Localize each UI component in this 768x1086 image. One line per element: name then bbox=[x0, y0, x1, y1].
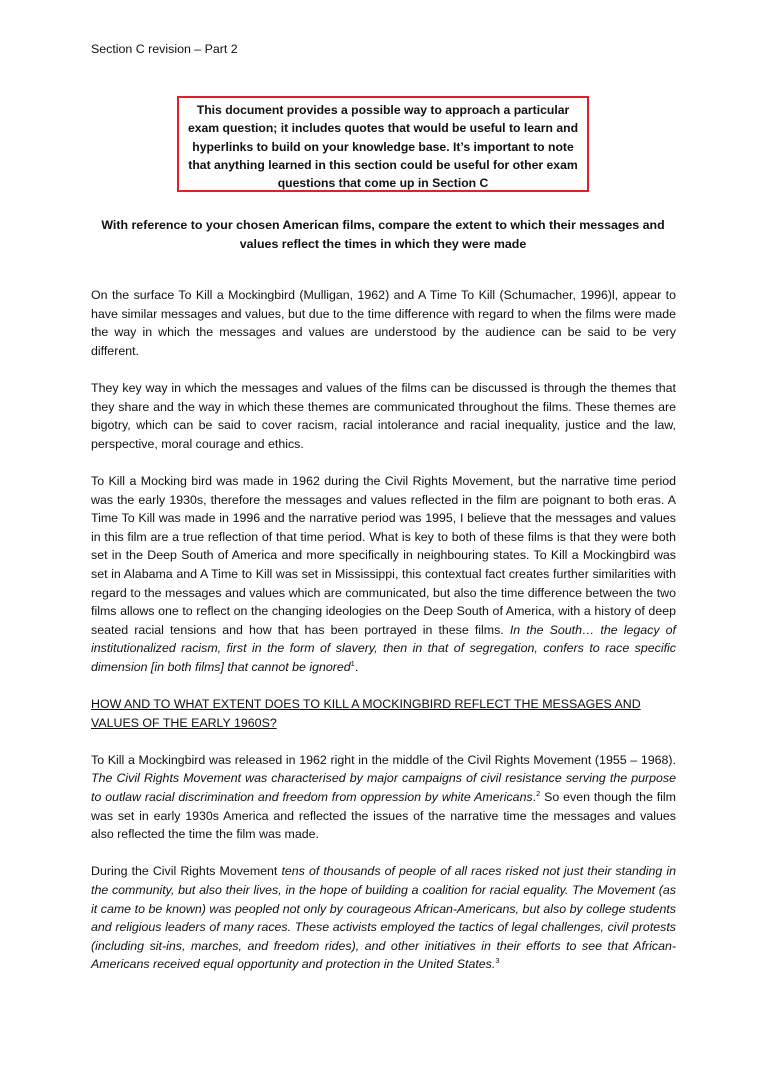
paragraph-text: During the Civil Rights Movement bbox=[91, 864, 278, 879]
quote-text: In the South… the legacy of institutionalized racism, first in the form of slavery, then in that of segregation, confers to race specific dimension [in both films] that cannot be ignored bbox=[91, 622, 676, 674]
footnote-ref[interactable]: 3 bbox=[495, 956, 500, 966]
footnote-ref[interactable]: 1 bbox=[350, 658, 355, 668]
paragraph-release bbox=[91, 751, 676, 844]
paragraph-text: To Kill a Mocking bird was made in 1962 during the Civil Rights Movement, but the narrative time period was the early 1930s, therefore the messages and values reflected in the film are poignant to both eras. A Time To Kill was made in 1996 and the narrative period was 1995, I believe that the messages and values in this film are a true reflection of that time period. What is key to both of these films is that they were both set in the Deep South of America and more specifically in neighbouring states. To Kill a Mockingbird was set in Alabama and A Time to Kill was set in Mississippi, this contextual fact creates further similarities with regard to the messages and values which are communicated, but also the time difference between the two films allows one to reflect on the changing ideologies on the Deep South of America, with a history of deep seated racial tensions and how that has been portrayed in these films. bbox=[91, 473, 676, 637]
notice-box: This document provides a possible way to approach a particular exam question; it includes quotes that would be useful to learn and hyperlinks to build on your knowledge base. It’s important to note that anything learned in this section could be useful for other exam questions that come up in Section C bbox=[177, 96, 589, 192]
footnote-ref[interactable]: 2 bbox=[536, 788, 541, 798]
paragraph-movement bbox=[91, 862, 676, 974]
document-body bbox=[91, 286, 676, 993]
quote-text: The Civil Rights Movement was characterised by major campaigns of civil resistance serving the purpose to outlaw racial discrimination and freedom from oppression by white Americans bbox=[91, 771, 676, 805]
exam-question: With reference to your chosen American films, compare the extent to which their messages and values reflect the times in which they were made bbox=[101, 218, 665, 251]
paragraph-context bbox=[91, 472, 676, 677]
paragraph-text: So even though the film was set in early 1930s America and reflected the issues of the narrative time the messages and values also reflected the time the film was made. bbox=[91, 790, 676, 842]
section-heading: HOW AND TO WHAT EXTENT DOES TO KILL A MOCKINGBIRD REFLECT THE MESSAGES AND VALUES OF THE EARLY 1960S? bbox=[91, 697, 641, 730]
quote-text: tens of thousands of people of all races risked not just their standing in the community, but also their lives, in the hope of building a coalition for racial equality. The Movement (as it came to be known) was peopled not only by courageous African-Americans, but also by college students and religious leaders of many races. These activists employed the tactics of legal challenges, civil protests (including sit-ins, marches, and freedom rides), and other initiatives in their efforts to see that African-Americans received equal opportunity and protection in the United States. bbox=[91, 864, 676, 972]
punctuation: . bbox=[532, 790, 537, 805]
punctuation: . bbox=[354, 659, 359, 674]
page-header: Section C revision – Part 2 bbox=[91, 42, 238, 56]
paragraph-text: To Kill a Mockingbird was released in 1962 right in the middle of the Civil Rights Movement (1955 – 1968). bbox=[91, 752, 676, 767]
paragraph-intro: On the surface To Kill a Mockingbird (Mulligan, 1962) and A Time To Kill (Schumacher, 1996)l, appear to have similar messages and values, but due to the time difference with regard to when the films were made the way in which the messages and values are understood by the audience can be said to be very different. bbox=[91, 288, 676, 358]
paragraph-themes: They key way in which the messages and values of the films can be discussed is through the themes that they share and the way in which these themes are communicated throughout the films. These themes are bigotry, which can be said to cover racism, racial intolerance and racial inequality, justice and the law, perspective, moral courage and ethics. bbox=[91, 380, 676, 451]
